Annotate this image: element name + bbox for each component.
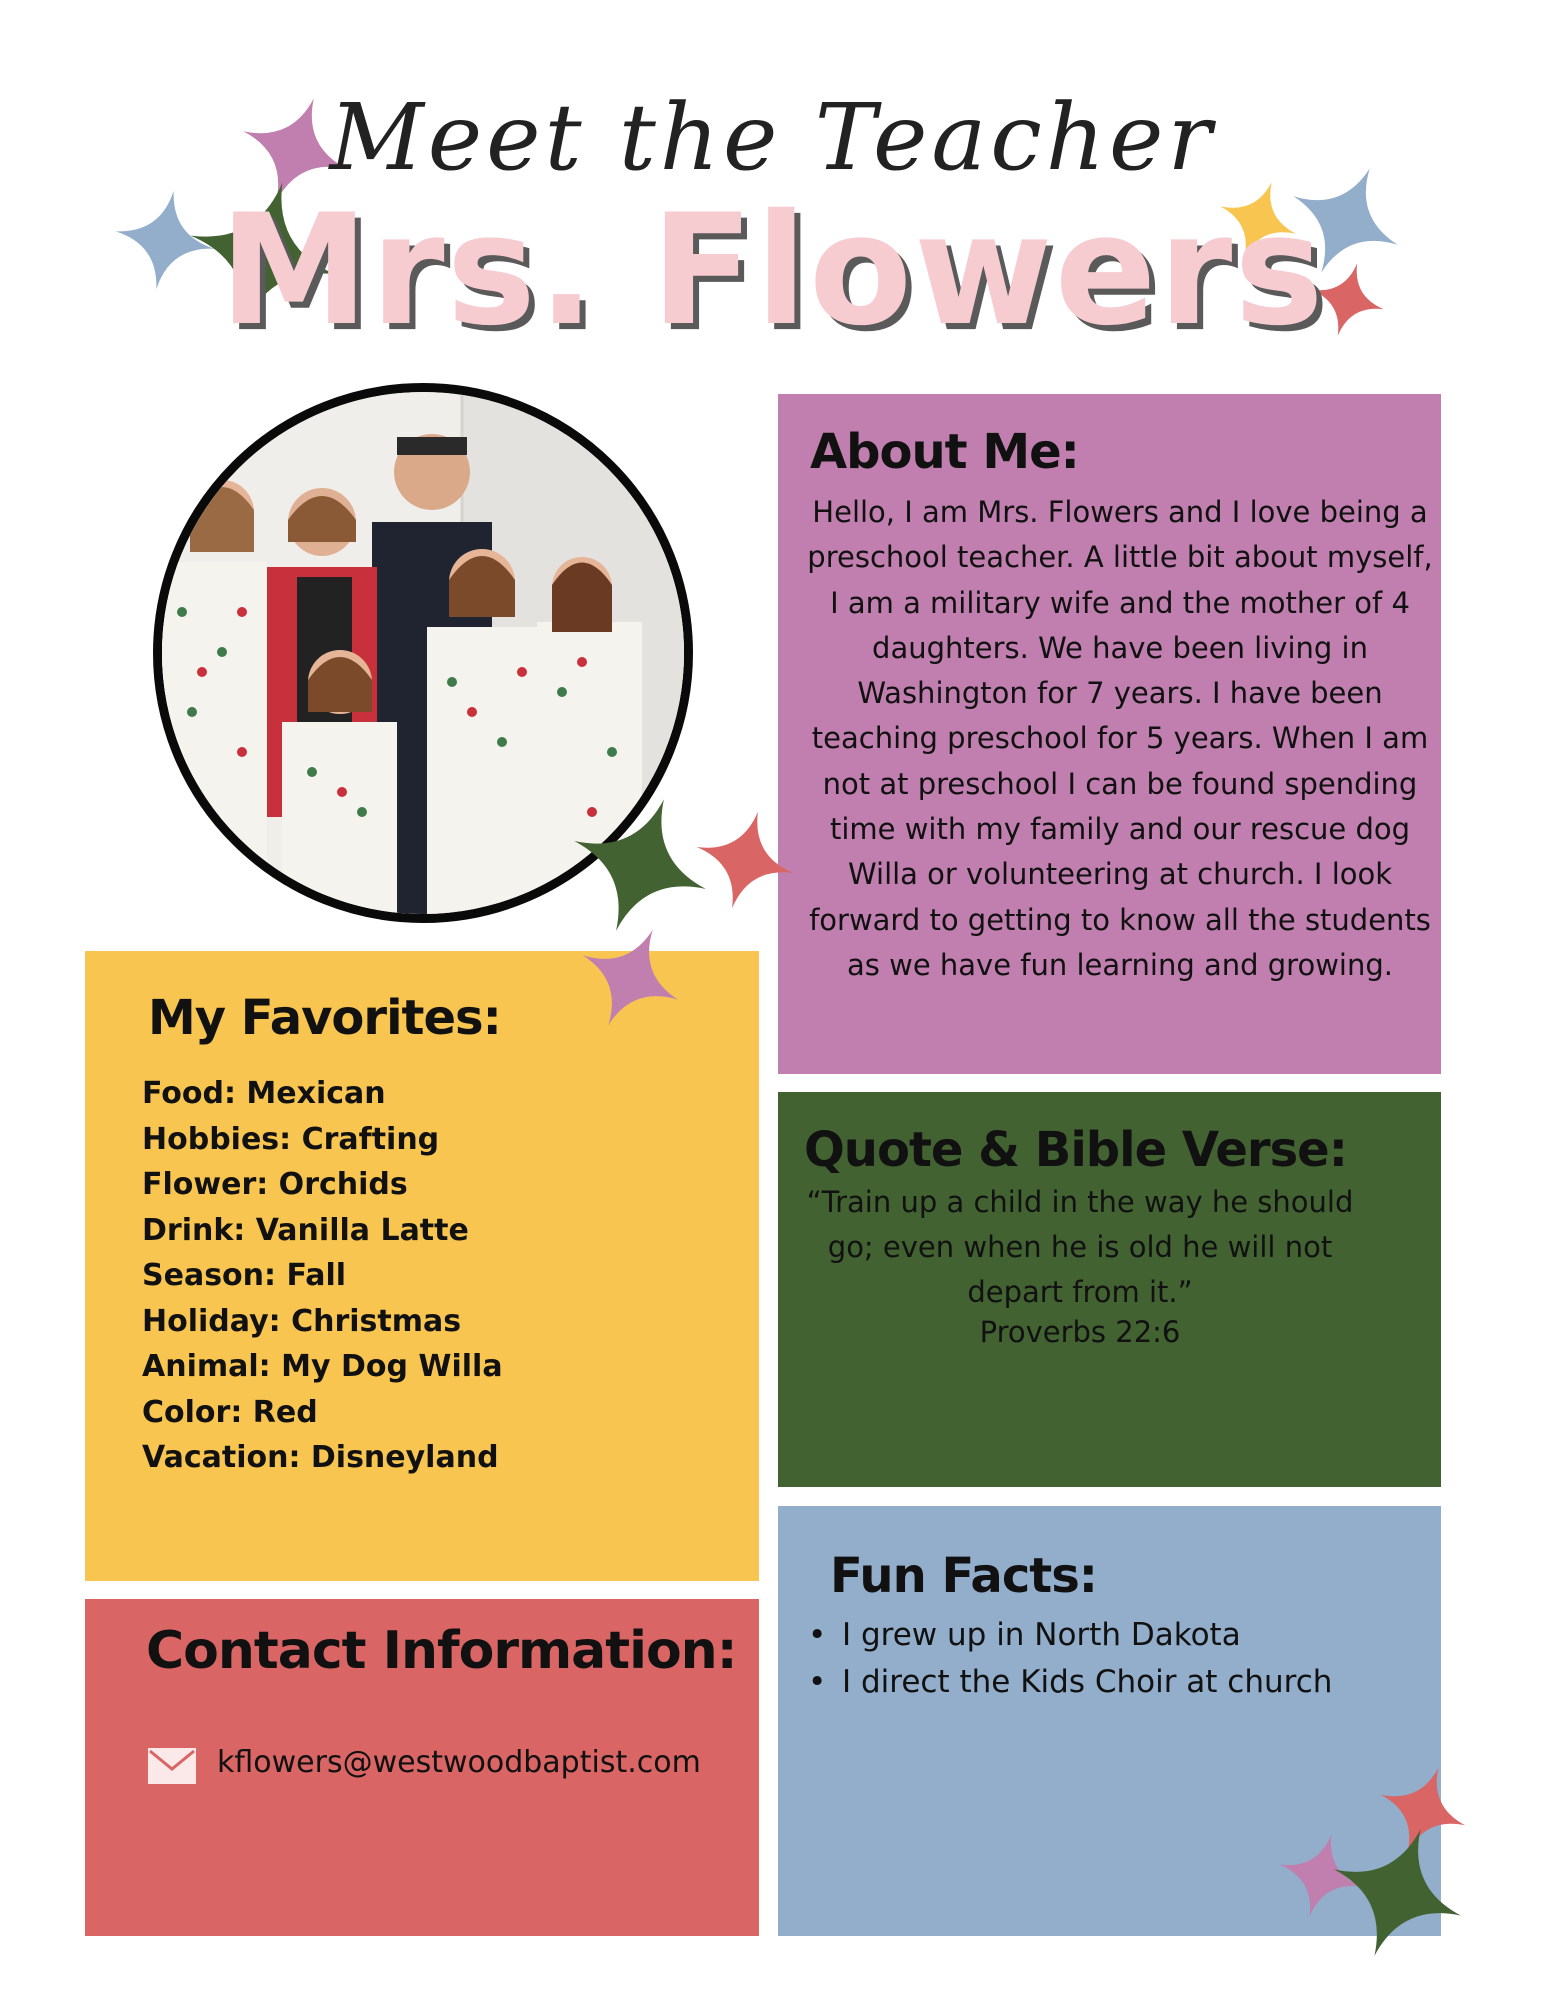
- quote-text: “Train up a child in the way he should go; even when he is old he will not depart from it.”: [806, 1185, 1354, 1309]
- list-item: Color: Red: [142, 1394, 318, 1430]
- star-icon: [570, 795, 710, 935]
- mail-icon: [148, 1748, 196, 1784]
- list-item: Drink: Vanilla Latte: [142, 1212, 469, 1248]
- list-item: • I direct the Kids Choir at church: [808, 1659, 1332, 1706]
- quote-heading: Quote & Bible Verse:: [804, 1122, 1347, 1178]
- star-icon: [1330, 1825, 1465, 1960]
- about-heading: About Me:: [810, 424, 1079, 480]
- list-item: Animal: My Dog Willa: [142, 1349, 503, 1384]
- favorites-heading: My Favorites:: [148, 990, 501, 1046]
- favorites-list: [142, 1071, 503, 1481]
- list-item: Food: Mexican: [142, 1076, 386, 1111]
- contact-heading: Contact Information:: [146, 1621, 737, 1681]
- email-link[interactable]: kflowers@westwoodbaptist.com: [217, 1745, 701, 1780]
- star-icon: [695, 810, 795, 910]
- fun-facts-list: [808, 1612, 1332, 1706]
- star-icon: [578, 925, 683, 1030]
- about-text: Hello, I am Mrs. Flowers and I love being a preschool teacher. A little bit about myself, I am a military wife and the mother of 4 daughters. We have been living in Washington for 7 years. I have been teaching preschool for 5 years. When I am not at preschool I can be found spending time with my family and our rescue dog Willa or volunteering at church. I look forward to getting to know all the students as we have fun learning and growing.: [807, 495, 1433, 982]
- list-item: Flower: Orchids: [142, 1167, 408, 1202]
- quote-reference: Proverbs 22:6: [979, 1315, 1181, 1349]
- list-item: • I grew up in North Dakota: [808, 1612, 1332, 1659]
- script-title: Meet the Teacher: [329, 84, 1216, 191]
- list-item: Vacation: Disneyland: [142, 1440, 499, 1475]
- list-item: Season: Fall: [142, 1258, 347, 1293]
- list-item: Holiday: Christmas: [142, 1303, 462, 1339]
- list-item: Hobbies: Crafting: [142, 1121, 440, 1157]
- fun-facts-heading: Fun Facts:: [830, 1548, 1097, 1604]
- teacher-name: Mrs. Flowers: [219, 182, 1326, 360]
